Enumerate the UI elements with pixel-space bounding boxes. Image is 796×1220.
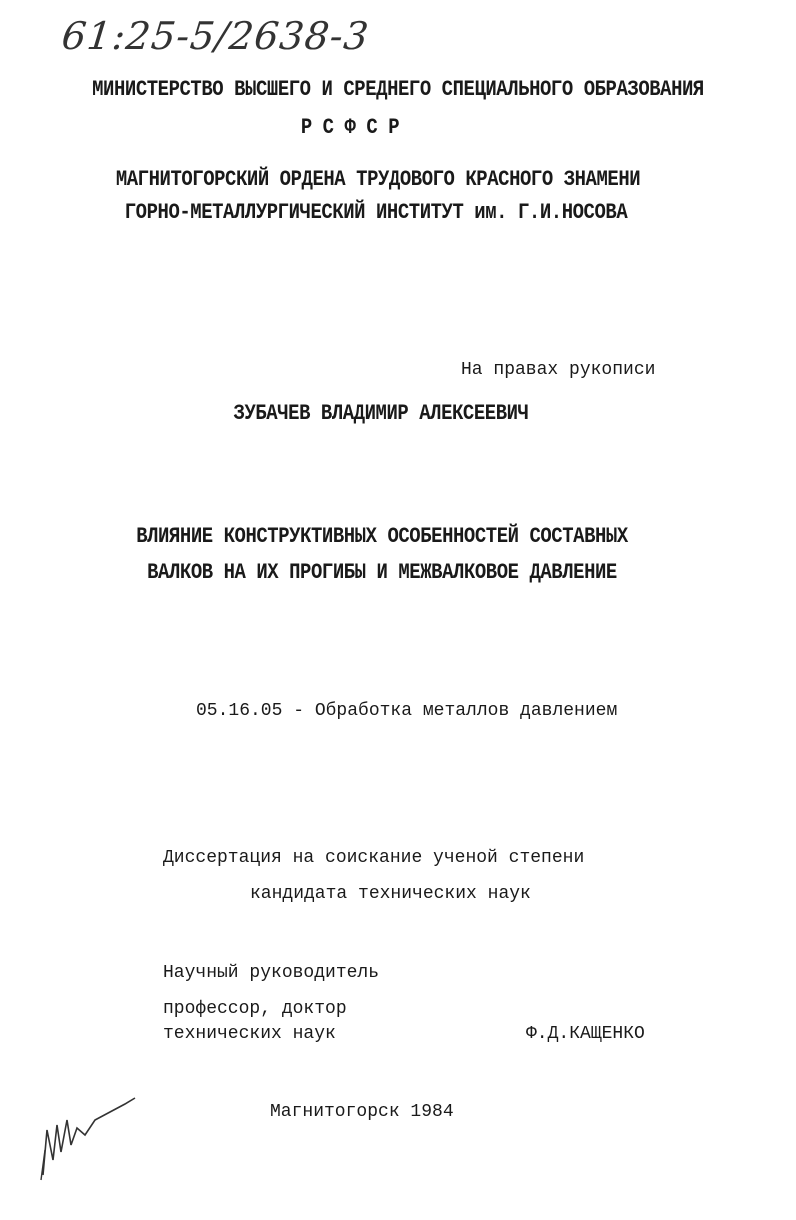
title-line-1: ВЛИЯНИЕ КОНСТРУКТИВНЫХ ОСОБЕННОСТЕЙ СОСТАВНЫХ [136,524,628,549]
handwritten-catalog-number: 61:25-5/2638-3 [59,14,372,58]
specialty-code: 05.16.05 - Обработка металлов давлением [196,701,618,721]
supervisor-title-1: профессор, доктор [163,999,347,1019]
degree-line-2: кандидата технических наук [250,884,531,904]
supervisor-label: Научный руководитель [163,963,380,983]
institute-line-2: ГОРНО-МЕТАЛЛУРГИЧЕСКИЙ ИНСТИТУТ им. Г.И.НОСОВА [124,200,628,225]
republic-heading: Р С Ф С Р [300,115,400,140]
author-name: ЗУБАЧЕВ ВЛАДИМИР АЛЕКСЕЕВИЧ [233,401,529,426]
title-line-2: ВАЛКОВ НА ИХ ПРОГИБЫ И МЕЖВАЛКОВОЕ ДАВЛЕНИЕ [147,560,617,585]
degree-line-1: Диссертация на соискание ученой степени [163,848,585,868]
institute-line-1: МАГНИТОГОРСКИЙ ОРДЕНА ТРУДОВОГО КРАСНОГО ЗНАМЕНИ [115,167,641,192]
supervisor-name: Ф.Д.КАЩЕНКО [526,1024,645,1044]
supervisor-title-2: технических наук [163,1024,336,1044]
ministry-heading: МИНИСТЕРСТВО ВЫСШЕГО И СРЕДНЕГО СПЕЦИАЛЬНОГО ОБРАЗОВАНИЯ [92,77,704,102]
city-year: Магнитогорск 1984 [270,1102,454,1122]
signature [35,1090,145,1185]
manuscript-note: На правах рукописи [461,360,656,380]
